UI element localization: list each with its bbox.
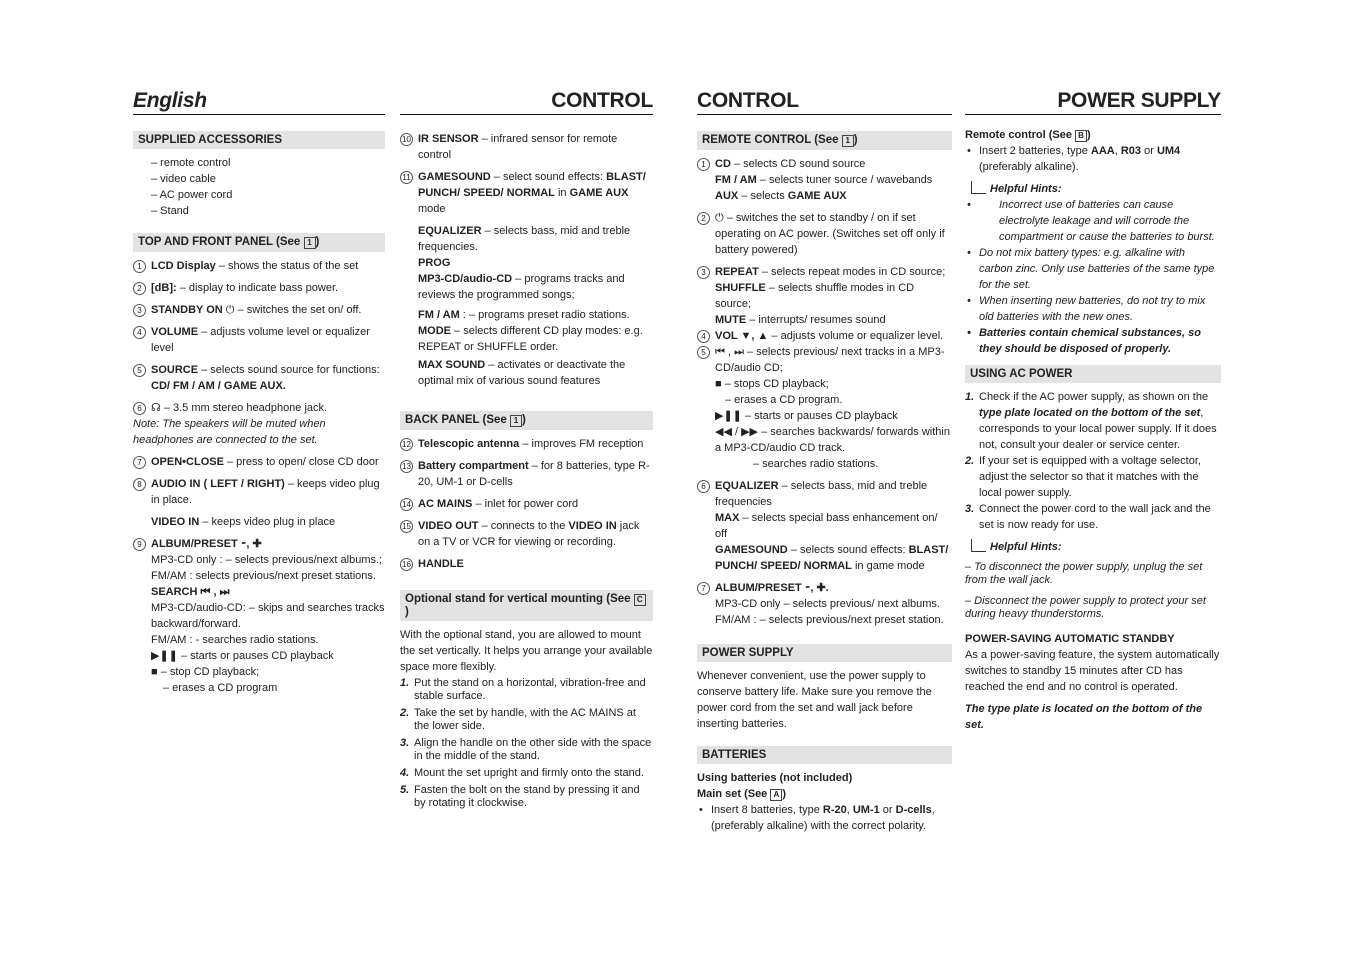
list-item: 5 ⏮ , ⏭ – selects previous/ next tracks in a MP3-CD/audio CD; ■ – stops CD playback; – erases a CD program. ▶❚❚ – starts or pauses CD playback ◀◀ / ▶▶ – searches backwards/ forwards within a MP3-CD/audio CD track. – searches radio stations.	[697, 344, 952, 472]
hint-item: • Batteries contain chemical substances, so they should be disposed of properly.	[965, 325, 1221, 357]
section-title-english: English	[133, 88, 385, 115]
list-item: • Insert 8 batteries, type R-20, UM-1 or D-cells, (preferably alkaline) with the correct polarity.	[697, 802, 952, 834]
list-item: 15 VIDEO OUT – connects to the VIDEO IN jack on a TV or VCR for viewing or recording.	[400, 518, 653, 550]
checkmark-icon	[971, 539, 986, 552]
list-item: MP3-CD/audio-CD – programs tracks and reviews the programmed songs;	[418, 273, 625, 301]
column-power-supply	[965, 88, 1221, 733]
list-item: PROG	[418, 257, 451, 269]
power-saving-text: As a power-saving feature, the system automatically switches to standby 15 minutes after CD has reached the end and no control is operated.	[965, 649, 1220, 693]
list-item: 3 STANDBY ON ⏻ – switches the set on/ off.	[133, 302, 385, 318]
list-item: EQUALIZER – selects bass, mid and treble frequencies.	[418, 225, 631, 253]
list-item: 7 OPEN•CLOSE – press to open/ close CD door	[133, 454, 385, 470]
list-item: 6 EQUALIZER – selects bass, mid and treble frequencies MAX – selects special bass enhancement on/ off GAMESOUND – selects sound effects: BLAST/ PUNCH/ SPEED/ NORMAL in game mode	[697, 478, 952, 574]
step: 1. Check if the AC power supply, as shown on the type plate located on the bottom of the set, corresponds to your local power supply. If it does not, consult your dealer or service center.	[965, 391, 1217, 451]
column-control-2	[697, 88, 952, 834]
stand-intro: With the optional stand, you are allowed to mount the set vertically. It helps you arrange your available space more flexibly.	[400, 629, 653, 673]
list-item: 16 HANDLE	[400, 556, 653, 572]
step: 3. Align the handle on the other side with the space in the middle of the stand.	[400, 737, 652, 762]
heading-remote-control: REMOTE CONTROL (See 1 )	[697, 131, 952, 150]
heading-optional-stand: Optional stand for vertical mounting (See C)	[400, 590, 653, 621]
hint-item: • Incorrect use of batteries can cause electrolyte leakage and will corrode the compartment or cause the batteries to burst.	[965, 197, 1221, 245]
hint-item: – Disconnect the power supply to protect your set during heavy thunderstorms.	[965, 595, 1206, 620]
list-item: 1 CD – selects CD sound source FM / AM – selects tuner source / wavebands AUX – selects GAME AUX	[697, 156, 952, 204]
hint-item: • Do not mix battery types: e.g. alkaline with carbon zinc. Only use batteries of the same type for the set.	[965, 245, 1221, 293]
heading-power-supply: POWER SUPPLY	[697, 644, 952, 662]
power-supply-text: Whenever convenient, use the power supply to conserve battery life. Make sure you remove the power cord from the set and wall jack before inserting batteries.	[697, 670, 932, 730]
step: 3. Connect the power cord to the wall jack and the set is now ready for use.	[965, 503, 1211, 531]
list-item: 11 GAMESOUND – select sound effects: BLAST/ PUNCH/ SPEED/ NORMAL in GAME AUX mode	[400, 169, 653, 217]
section-title-control: CONTROL	[400, 88, 653, 115]
list-item: 9 ALBUM/PRESET ⁃, ✚ MP3-CD only : – selects previous/next albums.; FM/AM : selects previous/next preset stations. SEARCH ⏮ , ⏭ MP3-CD/audio-CD: – skips and searches tracks backward/forward. FM/AM : - searches radio stations. ▶❚❚ – starts or pauses CD playback ■ – stop CD playback; – erases a CD program	[133, 536, 385, 696]
heading-using-ac-power: USING AC POWER	[965, 365, 1221, 383]
remote-control-subheading: Remote control (See B )	[965, 129, 1091, 141]
list-item: 5 SOURCE – selects sound source for functions: CD/ FM / AM / GAME AUX.	[133, 362, 385, 394]
list-item: 3 REPEAT – selects repeat modes in CD source; SHUFFLE – selects shuffle modes in CD source; MUTE – interrupts/ resumes sound	[697, 264, 952, 328]
list-item: 2 [dB]: – display to indicate bass power.	[133, 280, 385, 296]
heading-batteries: BATTERIES	[697, 746, 952, 764]
type-plate-note: The type plate is located on the bottom of the set.	[965, 703, 1203, 731]
batteries-subheading: Using batteries (not included)	[697, 772, 853, 784]
list-item: 12 Telescopic antenna – improves FM reception	[400, 436, 653, 452]
hint-item: – To disconnect the power supply, unplug the set from the wall jack.	[965, 561, 1203, 586]
heading-back-panel: BACK PANEL (See 1 )	[400, 411, 653, 430]
checkmark-icon	[971, 181, 986, 194]
list-item: 6 ☊ – 3.5 mm stereo headphone jack.	[133, 400, 385, 416]
section-title-control: CONTROL	[697, 88, 952, 115]
hint-item: • When inserting new batteries, do not try to mix old batteries with the new ones.	[965, 293, 1221, 325]
list-item: MAX SOUND – activates or deactivate the optimal mix of various sound features	[418, 359, 626, 387]
step: 5. Fasten the bolt on the stand by pressing it and by rotating it clockwise.	[400, 784, 640, 809]
column-control-1	[400, 88, 653, 814]
list-item: – Stand	[151, 205, 189, 217]
helpful-hints-heading: Helpful Hints:	[971, 181, 1221, 195]
helpful-hints-heading: Helpful Hints:	[971, 539, 1221, 553]
section-title-power-supply: POWER SUPPLY	[965, 88, 1221, 115]
column-english	[133, 88, 385, 702]
list-item: – remote control	[151, 157, 231, 169]
list-item: 7 ALBUM/PRESET ⁃, ✚. MP3-CD only – selects previous/ next albums. FM/AM : – selects previous/next preset station.	[697, 580, 952, 628]
step: 2. Take the set by handle, with the AC MAINS at the lower side.	[400, 707, 636, 732]
list-item: – video cable	[151, 173, 216, 185]
heading-top-front-panel: TOP AND FRONT PANEL (See 1 )	[133, 233, 385, 252]
list-item: FM / AM : – programs preset radio stations.	[418, 309, 630, 321]
heading-power-saving-standby: POWER-SAVING AUTOMATIC STANDBY	[965, 633, 1175, 645]
step: 4. Mount the set upright and firmly onto the stand.	[400, 767, 644, 779]
list-item: – AC power cord	[151, 189, 233, 201]
list-item: MODE – selects different CD play modes: e.g. REPEAT or SHUFFLE order.	[418, 325, 643, 353]
step: 2. If your set is equipped with a voltage selector, adjust the selector so that it matches with the local power supply.	[965, 455, 1201, 499]
note-headphones: Note: The speakers will be muted when headphones are connected to the set.	[133, 418, 326, 446]
list-item: 10 IR SENSOR – infrared sensor for remote control	[400, 131, 653, 163]
list-item: 14 AC MAINS – inlet for power cord	[400, 496, 653, 512]
list-item: 8 AUDIO IN ( LEFT / RIGHT) – keeps video plug in place.	[133, 476, 385, 508]
accessories-list	[133, 155, 385, 219]
list-item: 4 VOLUME – adjusts volume level or equalizer level	[133, 324, 385, 356]
main-set-subheading: Main set (See A )	[697, 788, 787, 800]
list-item: 1 LCD Display – shows the status of the set	[133, 258, 385, 274]
heading-supplied-accessories: SUPPLIED ACCESSORIES	[133, 131, 385, 149]
list-item: 4 VOL ▼, ▲ – adjusts volume or equalizer level.	[697, 328, 952, 344]
list-item: 2 ⏻ – switches the set to standby / on if set operating on AC power. (Switches set off only if battery powered)	[697, 210, 952, 258]
list-item: • Insert 2 batteries, type AAA, R03 or UM4 (preferably alkaline).	[965, 143, 1221, 175]
list-item: 13 Battery compartment – for 8 batteries, type R-20, UM-1 or D-cells	[400, 458, 653, 490]
list-item: VIDEO IN – keeps video plug in place	[151, 516, 336, 528]
step: 1. Put the stand on a horizontal, vibration-free and stable surface.	[400, 677, 646, 702]
